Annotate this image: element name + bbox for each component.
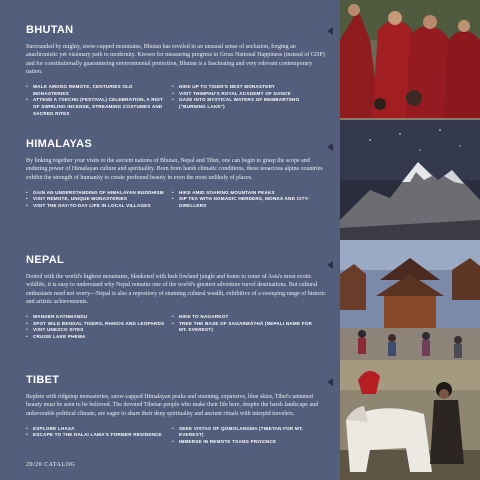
bullet-item: • EXPLORE LHASA bbox=[26, 426, 166, 433]
pointer-arrow-icon bbox=[327, 27, 333, 35]
bullet-item: • TREK THE BASE OF SAGARMĀTHĀ (NEPALI NAME FOR MT. EVEREST) bbox=[172, 321, 312, 334]
bullet-item: • WALK AMONG REMOTE, CENTURIES OLD MONASTERIES bbox=[26, 84, 166, 97]
bullet-item: • HIKE UP TO TIGER'S NEST MONASTERY bbox=[172, 84, 312, 91]
bullet-columns bbox=[26, 84, 326, 117]
bullet-item: • ESCAPE TO THE DALAI LAMA'S FORMER RESIDENCE bbox=[26, 432, 166, 439]
bullet-item: • VISIT THIMPHU'S ROYAL ACADEMY OF DANCE bbox=[172, 91, 312, 98]
section-bhutan bbox=[26, 24, 326, 117]
bullet-columns bbox=[26, 426, 326, 446]
section-himalayas bbox=[26, 138, 326, 210]
bullet-item: • HIKE TO NAGARKOT bbox=[172, 314, 312, 321]
pointer-arrow-icon bbox=[327, 143, 333, 151]
bullet-list-left bbox=[26, 314, 166, 340]
bullet-item: • SEEK VISTAS OF QOMOLANGMA (TIBETAN FOR MT. EVEREST) bbox=[172, 426, 312, 439]
bullet-item: • HIKE AMID SOARING MOUNTAIN PEAKS bbox=[172, 190, 312, 197]
section-title: NEPAL bbox=[26, 254, 64, 266]
bullet-item: • VISIT REMOTE, UNIQUE MONASTERIES bbox=[26, 196, 166, 203]
yak-illustration bbox=[340, 360, 480, 480]
section-title: BHUTAN bbox=[26, 24, 74, 36]
photo-tibet-yak bbox=[340, 360, 480, 480]
section-tibet bbox=[26, 374, 326, 446]
section-body: Replete with ridgetop monasteries, snow-capped Himalayan peaks and stunning, expansive, blue skies, Tibet's untamed beauty must be seen to be believed. The devoted Tibetan people who make their life here, despite the harsh landscape and unfavorable political climate, are eager to share their deep spirituality and ancient rituals with intrepid travelers. bbox=[26, 394, 319, 417]
section-title: HIMALAYAS bbox=[26, 138, 93, 150]
pointer-arrow-icon bbox=[327, 378, 333, 386]
bullet-columns bbox=[26, 314, 326, 340]
bullet-item: • GAZE INTO MYSTICAL WATERS OF MEMBARTSHO ("BURNING LAKE") bbox=[172, 97, 312, 110]
bullet-list-left bbox=[26, 84, 166, 117]
monks-illustration bbox=[340, 0, 480, 120]
bullet-columns bbox=[26, 190, 326, 210]
bullet-list-left bbox=[26, 426, 166, 446]
bullet-list-left bbox=[26, 190, 166, 210]
section-body: Dotted with the world's highest mountains, blanketed with lush lowland jungle and home to some of Asia's most exotic wildlife, it is easy to understand why Nepal remains one of the world's greatest adventure travel destinations. But cultural enthusiasts need not worry—Nepal is also a repository of stunning cultural wealth, exhibitive of a sweeping range of historic and artistic achievements. bbox=[26, 274, 326, 305]
temple-illustration bbox=[340, 240, 480, 360]
section-body: By linking together your visits to the ancient nations of Bhutan, Nepal and Tibet, one can begin to grasp the scope and enduring power of Himalayan culture and spirituality. Born from harsh climatic conditions, these tenacious alpine countries exhibit the strength of humanity to create profound beauty in even the most unlikely of places. bbox=[26, 158, 323, 181]
bullet-list-right bbox=[172, 314, 312, 340]
pointer-arrow-icon bbox=[327, 261, 333, 269]
photo-himalaya-peak bbox=[340, 120, 480, 240]
bullet-item: • SPOT WILD BENGAL TIGERS, RHINOS AND LEOPARDS bbox=[26, 321, 166, 328]
photo-bhutan-monks bbox=[340, 0, 480, 120]
bullet-item: • SIP TEA WITH NOMADIC HERDERS, MONKS AND CITY-DWELLERS bbox=[172, 196, 312, 209]
bullet-list-right bbox=[172, 426, 312, 446]
photo-nepal-temple bbox=[340, 240, 480, 360]
section-title: TIBET bbox=[26, 374, 60, 386]
bullet-list-right bbox=[172, 190, 312, 210]
bullet-item: • ATTEND A TSECHU (FESTIVAL) CELEBRATION, A RIOT OF SWIRLING INCENSE, STREAMING COSTUMES AND SACRED RITES bbox=[26, 97, 166, 117]
section-body: Surrounded by mighty, snow-capped mountains, Bhutan has reveled in an unusual sense of seclusion, forging an anachronistic yet visionary path to modernity. Known for measuring progress in Gross National Happiness (instead of GDP) and for constitutionally guaranteeing environmental protection, Bhutan is a fascinating and very relevant contemporary nation. bbox=[26, 44, 325, 75]
bullet-item: • VISIT UNESCO SITES bbox=[26, 327, 166, 334]
catalog-footer: 20/20 CATALOG bbox=[26, 462, 76, 468]
bullet-item: • WANDER KATHMANDU bbox=[26, 314, 166, 321]
bullet-item: • CRUISE LAKE PHEWA bbox=[26, 334, 166, 341]
bullet-item: • IMMERSE IN REMOTE TSANG PROVINCE bbox=[172, 439, 312, 446]
bullet-item: • VISIT THE DAY-TO-DAY LIFE IN LOCAL VILLAGES bbox=[26, 203, 166, 210]
bullet-list-right bbox=[172, 84, 312, 117]
section-nepal bbox=[26, 254, 326, 341]
mountain-illustration bbox=[340, 120, 480, 240]
bullet-item: • GAIN AN UNDERSTANDING OF HIMALAYAN BUDDHISM bbox=[26, 190, 166, 197]
